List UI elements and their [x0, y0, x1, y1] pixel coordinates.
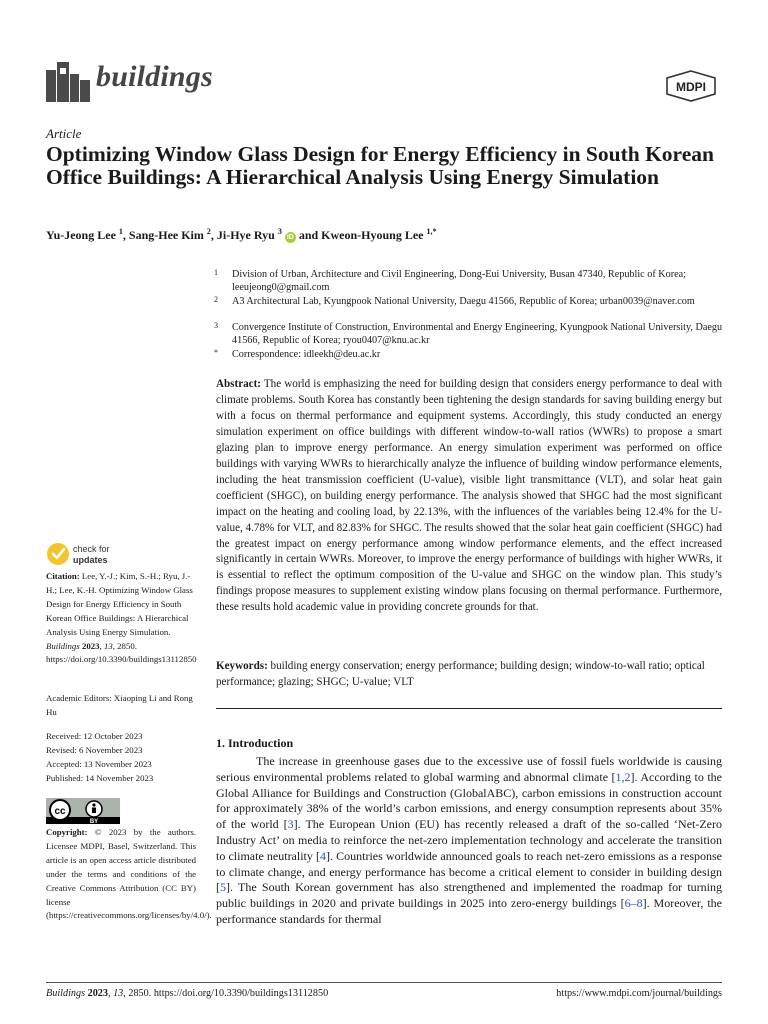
check-updates-line2: updates [73, 555, 108, 565]
affiliation-2 [214, 295, 734, 308]
by-label: BY [89, 819, 99, 824]
abstract [216, 377, 722, 616]
footer-doi[interactable]: 2850. https://doi.org/10.3390/buildings13112850 [128, 988, 329, 999]
affiliation-number: * [214, 348, 218, 357]
author-name: Yu-Jeong Lee [46, 228, 116, 242]
citation-label: Citation: [46, 571, 80, 581]
author-affiliation-sup: 1 [118, 227, 123, 236]
intro-text: ]. According to the Global Alliance for Buildings and Construction (GlobalABC), carbon emissions in construction account for approximately 38% of the world’s carbon emissions, and energy consumption represents about 35% of the world [ [216, 769, 723, 832]
check-updates-line1: check for [73, 544, 110, 554]
intro-text: ]. Countries worldwide announced goals to reach net-zero emissions as a response to climate change, and energy performance has become a critical element to consider in building design [ [216, 848, 722, 895]
check-for-updates-badge[interactable] [46, 541, 136, 567]
author-affiliation-sup: 1,* [426, 227, 437, 236]
footer-journal: Buildings [46, 988, 86, 999]
author-affiliation-sup: 2 [206, 227, 211, 236]
footer-journal-url[interactable]: https://www.mdpi.com/journal/buildings [556, 988, 722, 999]
section-divider [216, 708, 722, 709]
affiliation-text: Correspondence: idleekh@deu.ac.kr [232, 349, 381, 360]
received-date: Received: 12 October 2023 [46, 731, 143, 741]
citation-block: Citation: Lee, Y.-J.; Kim, S.-H.; Ryu, J.-H.; Lee, K.-H. Optimizing Window Glass Design for Energy Efficiency in South Korean Office Buildings: A Hierarchical Analysis Using Energy Simulation. Buildings 2023, 13, 2850. https://doi.org/10.3390/buildings13112850 [46, 571, 197, 665]
cc-by-license-badge[interactable] [46, 798, 120, 824]
affiliation-number: 1 [214, 268, 218, 277]
published-date: Published: 14 November 2023 [46, 773, 154, 783]
buildings-journal-logo [46, 60, 90, 102]
author-affiliation-sup: 3 [277, 227, 282, 236]
person-icon [92, 803, 95, 806]
mdpi-text: MDPI [676, 80, 706, 94]
section-heading-introduction: 1. Introduction [216, 736, 294, 750]
affiliation-text: A3 Architectural Lab, Kyungpook National University, Daegu 41566, Republic of Korea; urban0039@naver.com [232, 296, 695, 307]
citation-link[interactable]: 6–8 [624, 896, 643, 911]
copyright-text: © 2023 by the authors. Licensee MDPI, Basel, Switzerland. This article is an open access article distributed under the terms and conditions of the Creative Commons Attribution (CC BY) license (https://creativecommons.org/licenses/by/4.0/). [46, 827, 212, 921]
article-type: Article [46, 126, 82, 141]
citation-volume: 13 [103, 640, 113, 651]
affiliation-text: Convergence Institute of Construction, Environmental and Energy Engineering, Kyungpook National University, Daegu 41566, Republic of Korea; ryou0407@knu.ac.kr [232, 322, 723, 346]
keywords [216, 659, 722, 691]
citation-pages: 2850. https://doi.org/10.3390/buildings13112850 [46, 640, 197, 665]
footer-divider [46, 982, 722, 983]
citation-year: 2023 [81, 640, 100, 651]
citation-text: Lee, Y.-J.; Kim, S.-H.; Ryu, J.-H.; Lee, K.-H. Optimizing Window Glass Design for Energy Efficiency in South Korean Office Buildings: A Hierarchical Analysis Using Energy Simulation. [46, 571, 193, 637]
affiliation-3 [214, 321, 734, 347]
article-title: Optimizing Window Glass Design for Energy Efficiency in South Korean Office Buildings: A Hierarchical Analysis Using Energy Simulation [46, 142, 714, 189]
affiliation-number: 2 [214, 295, 218, 304]
citation-link[interactable]: 3 [287, 817, 294, 832]
intro-text: The increase in greenhouse gases due to the excessive use of fossil fuels worldwide is causing serious environmental problems related to global warming and abnormal climate [ [216, 754, 722, 784]
cc-icon: cc [54, 806, 66, 817]
author-name: Kweon-Hyoung Lee [321, 228, 424, 242]
author-name: Sang-Hee Kim [128, 228, 204, 242]
author-name: Ji-Hye Ryu [216, 228, 275, 242]
citation-journal: Buildings [46, 640, 80, 651]
affiliation-1 [214, 268, 734, 294]
keywords-label: Keywords: [216, 660, 268, 672]
accepted-date: Accepted: 13 November 2023 [46, 759, 152, 769]
author-list: Yu-Jeong Lee $^1$, Sang-Hee Kim $^2$, Ji-Hye Ryu $^3$ iD and Kweon-Hyoung Lee $^{1,*}$ [46, 227, 437, 242]
journal-name: buildings [96, 60, 213, 93]
intro-text: ]. Moreover, the performance standards for thermal [216, 896, 723, 926]
intro-text: ]. The South Korean government has also strengthened and implemented the roadmap for turning public buildings in 2020 and private buildings in 2025 into zero-energy buildings [ [216, 880, 722, 911]
footer-citation: Buildings 2023, 13, 2850. https://doi.org/10.3390/buildings13112850 [46, 988, 329, 999]
affiliation-text: Division of Urban, Architecture and Civil Engineering, Dong-Eui University, Busan 47340, Republic of Korea; leeujeong0@gmail.com [232, 269, 687, 293]
abstract-text: The world is emphasizing the need for building design that considers energy performance to deal with climate problems. South Korea has constantly been tightening the design standards for saving building energy but with a focus on thermal performance and equipment systems. Accordingly, this study conducted an energy simulation experiment on office buildings with different window-to-wall ratios (WWRs) to propose a smart glazing plan to improve energy performance. An energy simulation experiment was performed on office buildings with varying WWRs to hierarchically analyze the influence of building window performance elements, including the heat transmission coefficient (U-value), visible light transmittance (VLT), and solar heat gain coefficient (SHGC), on building energy performance. The analysis showed that SHGC had the most significant impact on the heating and cooling load, by 22.13%, with the influences of the variables being 12.4% for the U-value, 4.78% for VLT, and 82.83% for SHGC. The results showed that the solar heat gain coefficient (SHGC) had the greatest impact on energy performance among window performance elements, and the effect increased significantly in certain WWRs. Moreover, to improve the energy performance of buildings with higher WWRs, it is essential to reflect the optimum composition of the U-value and SHGC on the window plan. This study’s findings propose measures to supplement existing window plans focusing on thermal performance. Furthermore, these results hold academic value in providing concrete grounds for that. [216, 378, 722, 614]
intro-text: ]. The European Union (EU) has recently released a draft of the so-called ‘Net-Zero Industry Act’ on media to reinforce the net-zero implementation technology and accelerate the transition to climate neutrality [ [216, 817, 722, 863]
correspondence [214, 348, 734, 361]
citation-link[interactable]: 5 [220, 880, 226, 895]
abstract-label: Abstract: [216, 378, 261, 390]
orcid-icon[interactable]: iD [286, 234, 294, 241]
footer-volume: 13 [113, 988, 124, 999]
citation-link[interactable]: 4 [320, 848, 327, 863]
citation-link[interactable]: 1,2 [615, 769, 631, 784]
academic-editors: Academic Editors: Xiaoping Li and Rong Hu [46, 693, 193, 717]
copyright-block [46, 826, 212, 923]
copyright-label: Copyright: [46, 827, 88, 837]
footer-year: 2023 [87, 988, 108, 999]
affiliation-number: 3 [214, 321, 218, 330]
authors-conjunction: and [298, 228, 319, 242]
mdpi-logo [665, 70, 717, 102]
introduction-paragraph [216, 754, 722, 928]
keywords-text: building energy conservation; energy performance; building design; window-to-wall ratio; optical performance; glazing; SHGC; U-value; VLT [216, 660, 705, 688]
revised-date: Revised: 6 November 2023 [46, 745, 143, 755]
